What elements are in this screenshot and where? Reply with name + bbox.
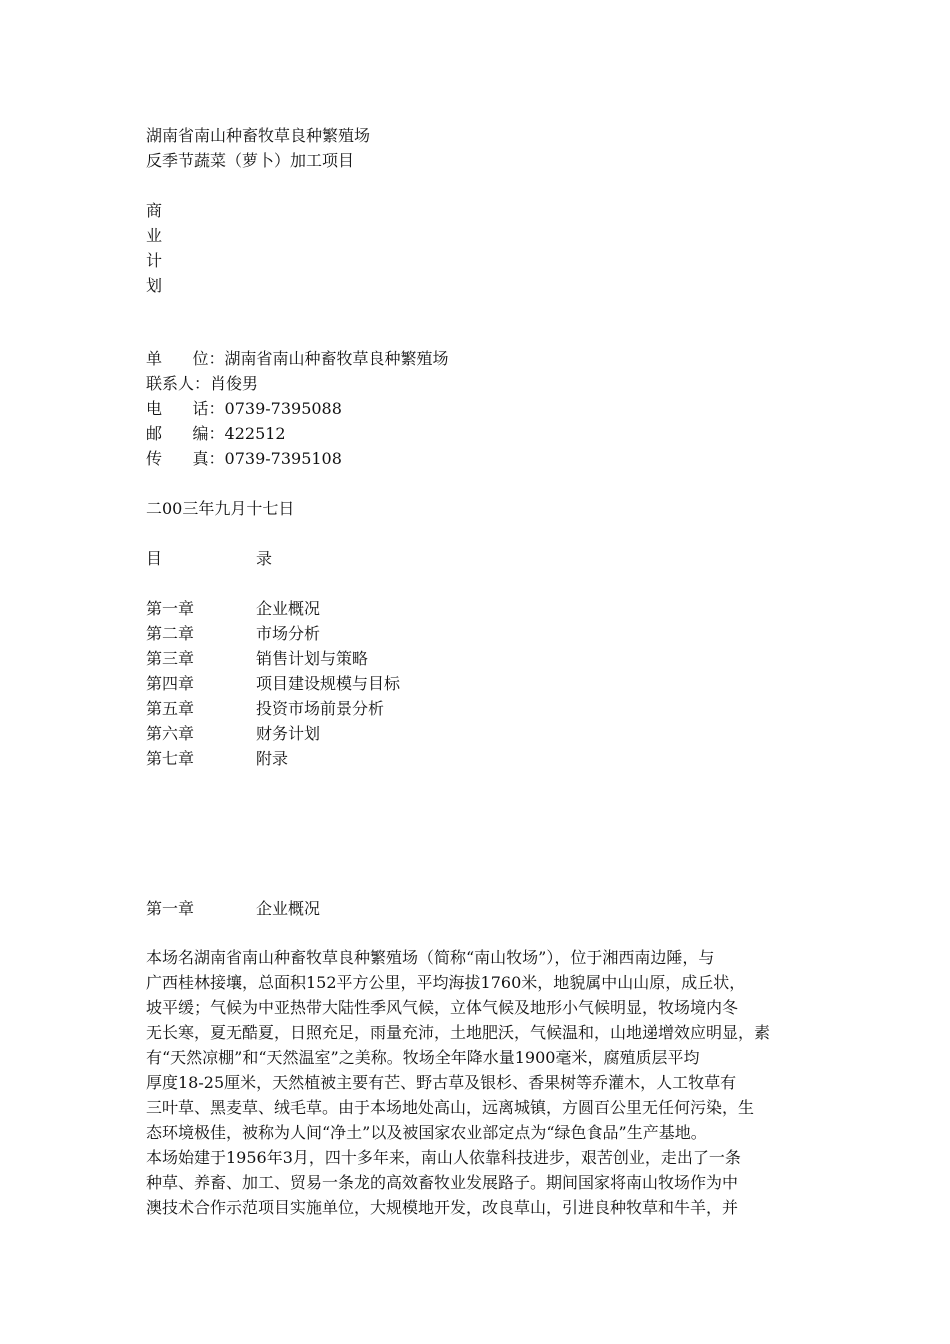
toc-chapter: 第四章 (146, 674, 195, 693)
chapter1-title: 企业概况 (256, 899, 321, 918)
contact-person (146, 372, 258, 396)
contact-unit (146, 347, 449, 371)
contact-phone (146, 397, 342, 421)
toc-chapter: 第三章 (146, 649, 195, 668)
toc-heading-right: 录 (256, 549, 273, 568)
toc-chapter: 第二章 (146, 624, 195, 643)
paragraph-line: 本场始建于1956年3月，四十多年来，南山人依靠科技进步，艰苦创业，走出了一条 (146, 1148, 741, 1167)
paragraph-line: 无长寒，夏无酷夏，日照充足，雨量充沛，土地肥沃，气候温和，山地递增效应明显，素 (146, 1023, 771, 1042)
contact-label: 邮 编： (146, 424, 225, 443)
contact-label: 电 话： (146, 399, 225, 418)
paragraph-line: 澳技术合作示范项目实施单位，大规模地开发，改良草山，引进良种牧草和牛羊，并 (146, 1198, 739, 1217)
contact-value: 肖俊男 (210, 374, 259, 393)
toc-title: 项目建设规模与目标 (256, 674, 401, 693)
contact-fax (146, 447, 342, 471)
contact-label: 传 真： (146, 449, 225, 468)
title-line-1: 湖南省南山种畜牧草良种繁殖场 (146, 126, 371, 145)
paragraph-line: 坡平缓；气候为中亚热带大陆性季风气候，立体气候及地形小气候明显，牧场境内冬 (146, 998, 739, 1017)
paragraph-line: 种草、养畜、加工、贸易一条龙的高效畜牧业发展路子。期间国家将南山牧场作为中 (146, 1173, 739, 1192)
paragraph-line: 三叶草、黑麦草、绒毛草。由于本场地处高山，远离城镇，方圆百公里无任何污染，生 (146, 1098, 755, 1117)
contact-value: 0739-7395108 (224, 449, 342, 468)
paragraph-line: 广西桂林接壤，总面积152平方公里，平均海拔1760米，地貌属中山山原，成丘状， (146, 973, 746, 992)
contact-postcode (146, 422, 286, 446)
paragraph-line: 态环境极佳，被称为人间“净土”以及被国家农业部定点为“绿色食品”生产基地。 (146, 1123, 707, 1142)
contact-value: 0739-7395088 (224, 399, 342, 418)
toc-chapter: 第一章 (146, 599, 195, 618)
paragraph-line: 本场名湖南省南山种畜牧草良种繁殖场（简称“南山牧场”），位于湘西南边陲，与 (146, 948, 715, 967)
paragraph-line: 厚度18-25厘米，天然植被主要有芒、野古草及银杉、香果树等乔灌木，人工牧草有 (146, 1073, 737, 1092)
toc-chapter: 第六章 (146, 724, 195, 743)
toc-heading-left: 目 (146, 549, 163, 568)
toc-title: 投资市场前景分析 (256, 699, 385, 718)
title-line-2: 反季节蔬菜（萝卜）加工项目 (146, 151, 355, 170)
toc-title: 财务计划 (256, 724, 321, 743)
chapter1-paragraph (146, 945, 818, 1220)
contact-value: 422512 (224, 424, 286, 443)
paragraph-line: 有“天然凉棚”和“天然温室”之美称。牧场全年降水量1900毫米，腐殖质层平均 (146, 1048, 700, 1067)
chapter1-number: 第一章 (146, 899, 195, 918)
toc-title: 市场分析 (256, 624, 321, 643)
toc-chapter: 第七章 (146, 749, 195, 768)
contact-label: 联系人： (146, 374, 211, 393)
toc-chapter: 第五章 (146, 699, 195, 718)
toc-title: 销售计划与策略 (256, 649, 369, 668)
document-date: 二00三年九月十七日 (146, 499, 295, 518)
vertical-title-char: 商 (146, 201, 163, 220)
contact-label: 单 位： (146, 349, 225, 368)
toc-title: 企业概况 (256, 599, 321, 618)
vertical-title-char: 计 (146, 251, 163, 270)
vertical-title-char: 业 (146, 226, 163, 245)
toc-title: 附录 (256, 749, 289, 768)
contact-value: 湖南省南山种畜牧草良种繁殖场 (224, 349, 449, 368)
vertical-title-char: 划 (146, 276, 163, 295)
